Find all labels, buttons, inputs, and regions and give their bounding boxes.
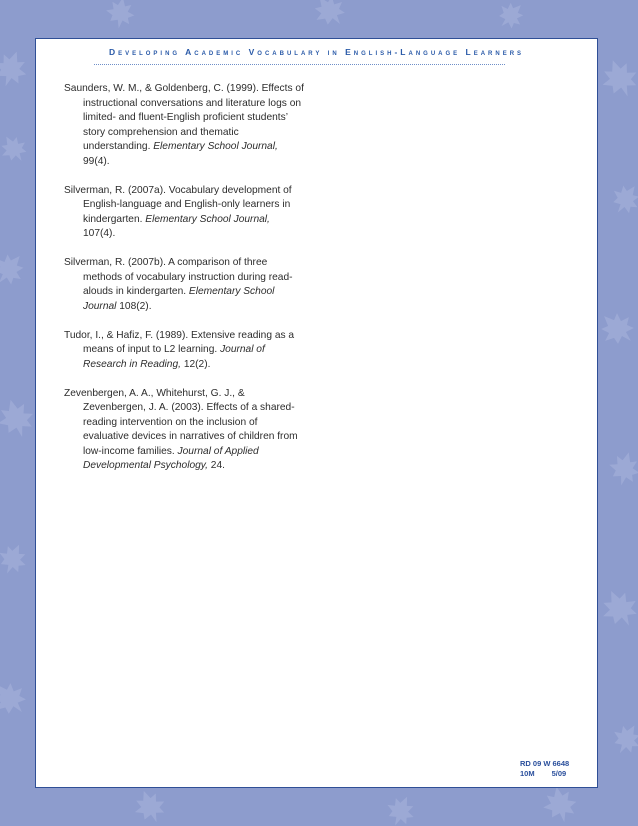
reference-entry bbox=[64, 387, 304, 474]
reference-journal: Journal of Research in Reading, bbox=[83, 344, 265, 370]
reference-citation: Silverman, R. (2007b). A comparison of three methods of vocabulary instruction during read-alouds in kindergarten. bbox=[64, 257, 293, 297]
reference-volume: 24. bbox=[207, 460, 225, 471]
reference-volume: 12(2). bbox=[180, 358, 211, 370]
reference-citation: Saunders, W. M., & Goldenberg, C. (1999). Effects of instructional conversations and literature logs on limited- and fluent-English proficient students’ story comprehension and thematic understanding. bbox=[64, 83, 304, 152]
reference-journal: Elementary School Journal, bbox=[153, 141, 278, 152]
reference-entry bbox=[64, 184, 304, 242]
print-quantity: 10M bbox=[520, 768, 535, 778]
header-divider bbox=[94, 64, 505, 65]
reference-list bbox=[64, 82, 304, 488]
document-page bbox=[35, 38, 598, 788]
reference-citation: Silverman, R. (2007a). Vocabulary development of English-language and English-only learners in kindergarten. bbox=[64, 184, 292, 225]
reference-journal: Elementary School Journal, bbox=[145, 213, 270, 225]
running-head: Developing Academic Vocabulary in English-Language Learners bbox=[108, 47, 525, 57]
reference-entry bbox=[64, 256, 304, 314]
print-codes bbox=[520, 759, 569, 778]
document-code: RD 09 W 6648 bbox=[520, 759, 570, 768]
reference-citation: Zevenbergen, A. A., Whitehurst, G. J., & Zevenbergen, J. A. (2003). Effects of a shared-reading intervention on the inclusion of evaluative devices in narratives of children from low-income families. bbox=[64, 387, 298, 457]
reference-volume: 99(4). bbox=[83, 155, 110, 167]
print-date: 5/09 bbox=[551, 768, 567, 778]
reference-journal: Elementary School Journal bbox=[83, 286, 275, 312]
reference-entry bbox=[64, 82, 304, 169]
print-run-row bbox=[520, 769, 569, 779]
reference-volume: 108(2). bbox=[116, 300, 152, 312]
reference-volume: 107(4). bbox=[83, 228, 116, 239]
reference-entry bbox=[64, 329, 304, 373]
reference-journal: Journal of Applied Developmental Psychology, bbox=[83, 445, 259, 471]
reference-citation: Tudor, I., & Hafiz, F. (1989). Extensive reading as a means of input to L2 learning. bbox=[64, 329, 295, 355]
